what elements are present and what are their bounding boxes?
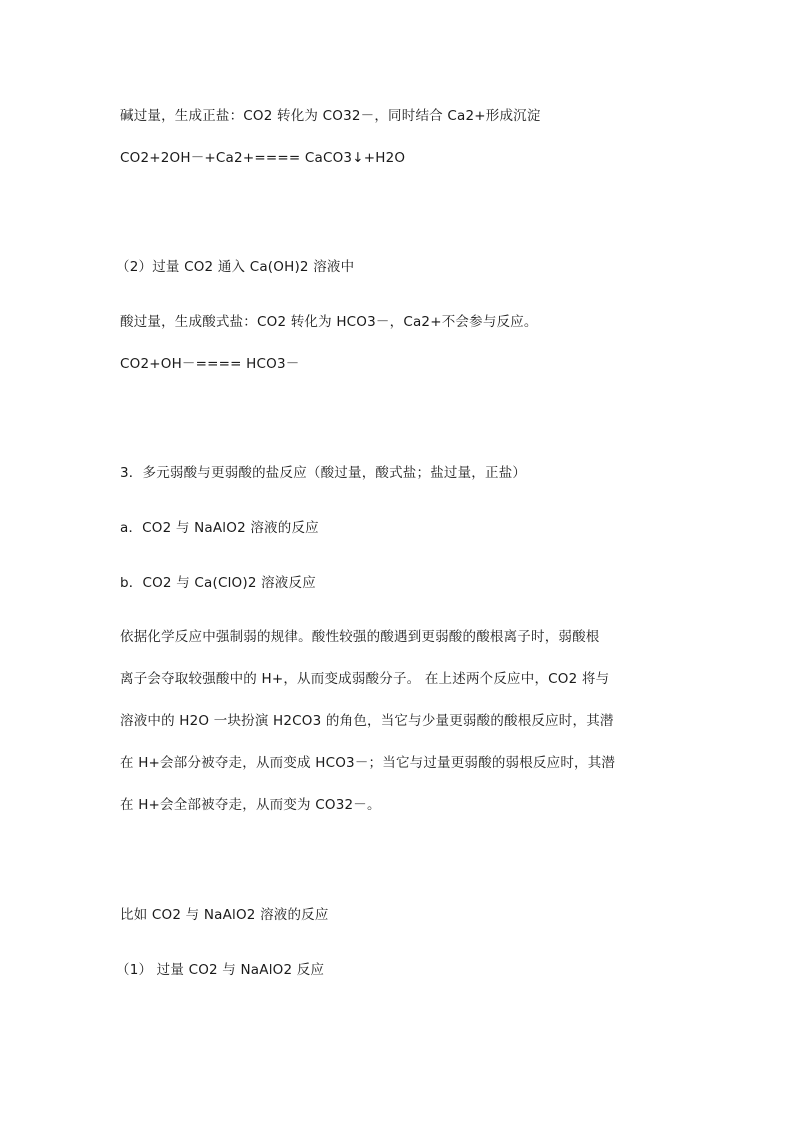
explanation-line: 在 H+会部分被夺走，从而变成 HCO3－；当它与过量更弱酸的弱根反应时，其潜 <box>120 755 616 771</box>
explanation-line: 依据化学反应中强制弱的规律。酸性较强的酸遇到更弱酸的酸根离子时，弱酸根 <box>120 629 600 645</box>
explanation-line: 在 H+会全部被夺走，从而变为 CO32－。 <box>120 797 381 813</box>
explanation-line: 离子会夺取较强酸中的 H+，从而变成弱酸分子。 在上述两个反应中，CO2 将与 <box>120 671 610 687</box>
equation-hco3: CO2+OH－==== HCO3－ <box>120 356 300 372</box>
heading-polyprotic-acid: 3．多元弱酸与更弱酸的盐反应（酸过量，酸式盐；盐过量，正盐） <box>120 465 527 481</box>
item-a: a．CO2 与 NaAlO2 溶液的反应 <box>120 520 319 536</box>
example-item-1: （1） 过量 CO2 与 NaAlO2 反应 <box>116 962 325 978</box>
text-line-excess-base: 碱过量，生成正盐：CO2 转化为 CO32－，同时结合 Ca2+形成沉淀 <box>120 108 541 124</box>
example-heading: 比如 CO2 与 NaAlO2 溶液的反应 <box>120 907 329 923</box>
equation-caco3: CO2+2OH－+Ca2+==== CaCO3↓+H2O <box>120 150 406 166</box>
text-line-excess-acid: 酸过量，生成酸式盐：CO2 转化为 HCO3－，Ca2+不会参与反应。 <box>120 314 538 330</box>
item-b: b．CO2 与 Ca(ClO)2 溶液反应 <box>120 575 316 591</box>
heading-excess-co2: （2）过量 CO2 通入 Ca(OH)2 溶液中 <box>116 259 355 275</box>
explanation-line: 溶液中的 H2O 一块扮演 H2CO3 的角色，当它与少量更弱酸的酸根反应时，其潜 <box>120 713 614 729</box>
